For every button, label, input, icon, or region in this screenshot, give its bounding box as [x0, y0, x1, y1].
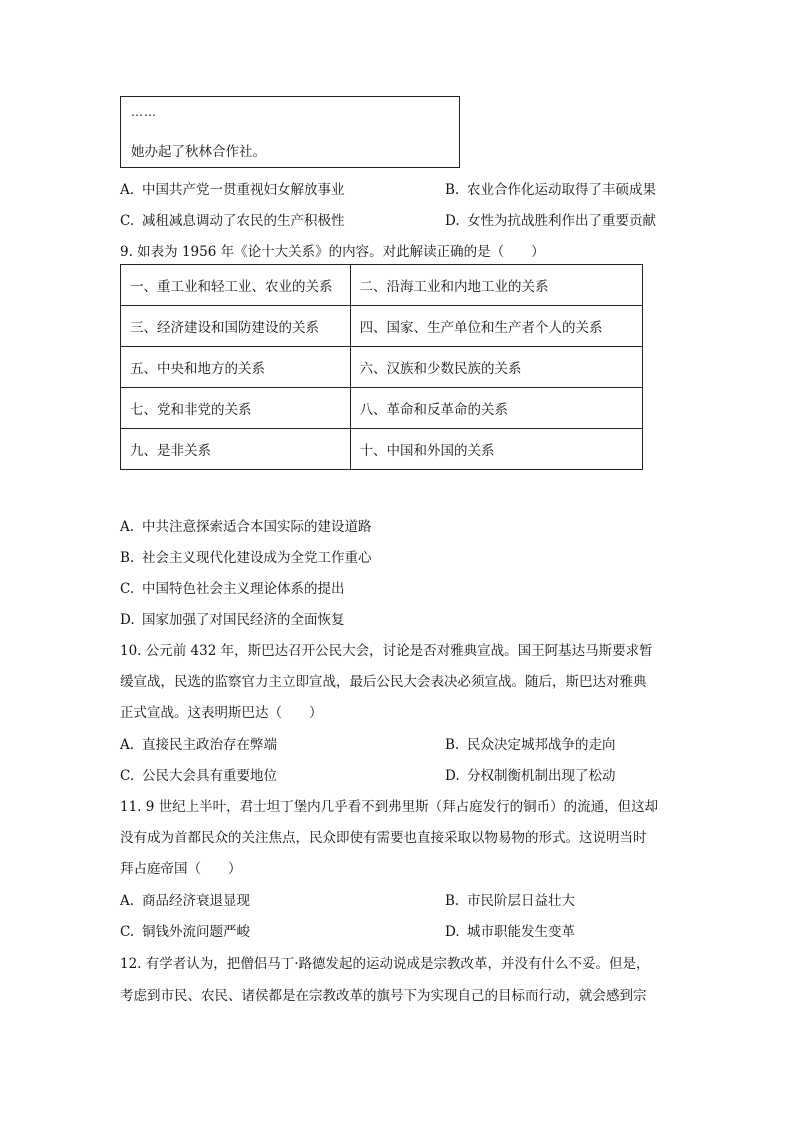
option-text: 中国共产党一贯重视妇女解放事业: [142, 182, 345, 198]
table-row: [121, 388, 643, 429]
table-cell: 六、汉族和少数民族的关系: [350, 347, 642, 388]
q9-option-c: [120, 577, 345, 597]
q9-option-a: [120, 515, 372, 535]
option-text: 减租减息调动了农民的生产积极性: [142, 213, 345, 229]
q8-option-a: [120, 178, 345, 198]
table-cell: 四、国家、生产单位和生产者个人的关系: [350, 306, 642, 347]
option-letter: B.: [445, 182, 460, 198]
option-letter: B.: [445, 893, 460, 909]
option-text: 民众决定城邦战争的走向: [467, 737, 616, 753]
q11-stem-line-2: 没有成为首都民众的关注焦点，民众即使有需要也直接采取以物易物的形式。这说明当时: [120, 830, 647, 846]
option-letter: D.: [445, 768, 460, 784]
q9-stem: 9. 如表为 1956 年《论十大关系》的内容。对此解读正确的是（ ）: [120, 244, 545, 260]
table-row: [121, 429, 643, 470]
option-text: 直接民主政治存在弊端: [142, 737, 277, 753]
option-text: 女性为抗战胜利作出了重要贡献: [467, 213, 656, 229]
q9-option-b: [120, 546, 372, 566]
q11-option-d: [445, 920, 575, 940]
q10-option-b: [445, 733, 616, 753]
table-cell: 七、党和非党的关系: [121, 388, 351, 429]
option-letter: D.: [120, 612, 135, 628]
table-row: [121, 306, 643, 347]
option-text: 农业合作化运动取得了丰硕成果: [467, 182, 656, 198]
table-cell: 九、是非关系: [121, 429, 351, 470]
q9-relations-table: [120, 264, 643, 470]
option-letter: A.: [120, 182, 135, 198]
option-letter: D.: [445, 924, 460, 940]
option-text: 国家加强了对国民经济的全面恢复: [142, 612, 345, 628]
option-letter: A.: [120, 737, 135, 753]
option-letter: A.: [120, 519, 135, 535]
option-text: 城市职能发生变革: [467, 924, 575, 940]
q9-option-d: [120, 608, 345, 628]
option-text: 铜钱外流问题严峻: [142, 924, 250, 940]
q8-option-c: [120, 209, 345, 229]
q11-option-b: [445, 889, 575, 909]
option-letter: B.: [445, 737, 460, 753]
table-cell: 三、经济建设和国防建设的关系: [121, 306, 351, 347]
q11-option-a: [120, 889, 250, 909]
quote-ellipsis: ……: [131, 105, 157, 119]
q10-option-d: [445, 764, 616, 784]
option-text: 商品经济衰退显现: [142, 893, 250, 909]
q11-stem-line-3: 拜占庭帝国（ ）: [120, 861, 242, 877]
q11-option-c: [120, 920, 250, 940]
quote-line: 她办起了秋林合作社。: [131, 144, 266, 160]
table-row: [121, 265, 643, 306]
table-cell: 一、重工业和轻工业、农业的关系: [121, 265, 351, 306]
q12-stem-line-2: 考虑到市民、农民、诸侯都是在宗教改革的旗号下为实现自己的目标而行动，就会感到宗: [120, 988, 647, 1004]
quote-box: [120, 96, 460, 168]
table-cell: 八、革命和反革命的关系: [350, 388, 642, 429]
q12-stem-line-1: 12. 有学者认为，把僧侣马丁·路德发起的运动说成是宗教改革，并没有什么不妥。但是，: [120, 956, 650, 972]
option-letter: C.: [120, 768, 135, 784]
option-text: 中共注意探索适合本国实际的建设道路: [142, 519, 372, 535]
table-cell: 五、中央和地方的关系: [121, 347, 351, 388]
option-text: 市民阶层日益壮大: [467, 893, 575, 909]
option-letter: A.: [120, 893, 135, 909]
option-text: 中国特色社会主义理论体系的提出: [142, 581, 345, 597]
option-letter: C.: [120, 213, 135, 229]
q10-stem-line-3: 正式宣战。这表明斯巴达（ ）: [120, 705, 323, 721]
q8-option-d: [445, 209, 656, 229]
table-cell: 十、中国和外国的关系: [350, 429, 642, 470]
q11-stem-line-1: 11. 9 世纪上半叶，君士坦丁堡内几乎看不到弗里斯（拜占庭发行的铜币）的流通，但这却: [120, 799, 659, 815]
q10-option-c: [120, 764, 277, 784]
table-cell: 二、沿海工业和内地工业的关系: [350, 265, 642, 306]
q10-option-a: [120, 733, 277, 753]
option-letter: B.: [120, 550, 135, 566]
option-letter: D.: [445, 213, 460, 229]
option-text: 社会主义现代化建设成为全党工作重心: [142, 550, 372, 566]
q10-stem-line-2: 缓宣战，民选的监察官力主立即宣战，最后公民大会表决必须宣战。随后，斯巴达对雅典: [120, 674, 647, 690]
table-row: [121, 347, 643, 388]
option-letter: C.: [120, 924, 135, 940]
q8-option-b: [445, 178, 656, 198]
q10-stem-line-1: 10. 公元前 432 年，斯巴达召开公民大会，讨论是否对雅典宣战。国王阿基达马斯要求暂: [120, 643, 653, 659]
option-text: 公民大会具有重要地位: [142, 768, 277, 784]
option-letter: C.: [120, 581, 135, 597]
option-text: 分权制衡机制出现了松动: [467, 768, 616, 784]
